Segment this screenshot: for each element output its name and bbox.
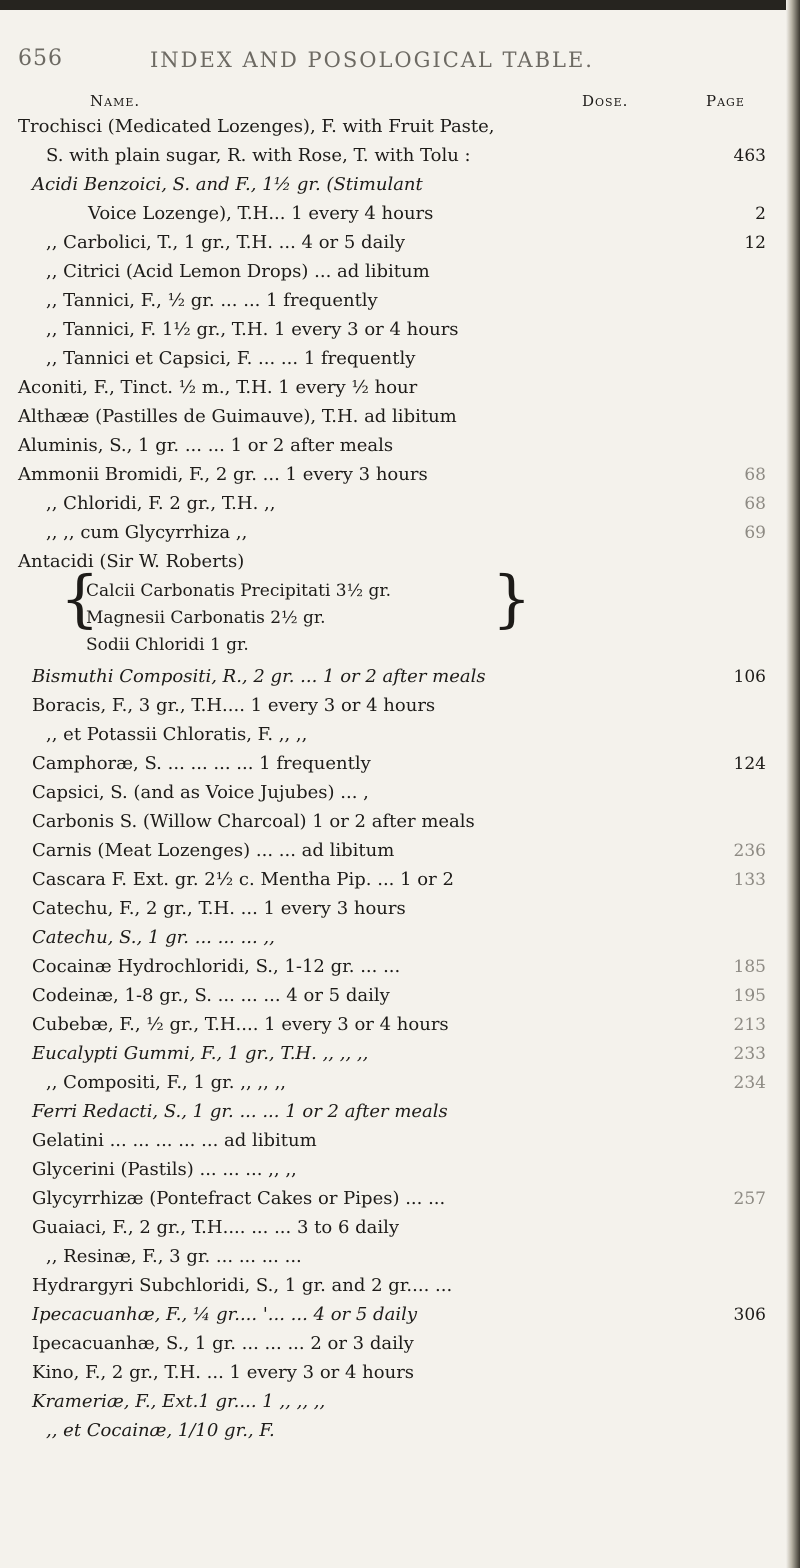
entry-line: Capsici, S. (and as Voice Jujubes) ... , [32, 782, 369, 803]
entry-line: ,, Resinæ, F., 3 gr. ... ... ... ... [46, 1246, 302, 1267]
page-ref: 106 [733, 667, 766, 687]
entry-line: Glycyrrhizæ (Pontefract Cakes or Pipes) ... ... [32, 1188, 446, 1209]
page-number: 656 [18, 46, 63, 71]
entry-line: Aluminis, S., 1 gr. ... ... 1 or 2 after meals [18, 435, 394, 456]
entry-line: Bismuthi Compositi, R., 2 gr. ... 1 or 2 after meals [32, 666, 486, 687]
entry-line: Guaiaci, F., 2 gr., T.H.... ... ... 3 to 6 daily [32, 1217, 400, 1238]
entry-line: Voice Lozenge), T.H... 1 every 4 hours [88, 203, 434, 224]
entry-line: ,, ,, cum Glycyrrhiza ,, [46, 522, 248, 543]
entry-line: Codeinæ, 1-8 gr., S. ... ... ... 4 or 5 daily [32, 985, 390, 1006]
entry-line: Althææ (Pastilles de Guimauve), T.H. ad libitum [18, 406, 457, 427]
right-brace: } [492, 562, 532, 635]
entry-line: Antacidi (Sir W. Roberts) [18, 551, 245, 572]
page-ref: 195 [733, 986, 766, 1006]
column-header-page: Page [706, 92, 745, 110]
entry-line: S. with plain sugar, R. with Rose, T. with Tolu : [46, 145, 471, 166]
entry-line: Catechu, S., 1 gr. ... ... ... ,, [32, 927, 275, 948]
page-ref: 69 [744, 523, 766, 543]
page-ref: 2 [755, 204, 766, 224]
entry-line: ,, et Cocainæ, 1/10 gr., F. [46, 1420, 275, 1441]
page-ref: 68 [744, 465, 766, 485]
page-ref: 185 [733, 957, 766, 977]
entry-line: Carbonis S. (Willow Charcoal) 1 or 2 after meals [32, 811, 475, 832]
entry-line: Hydrargyri Subchloridi, S., 1 gr. and 2 gr.... ... [32, 1275, 453, 1296]
page-ref: 463 [733, 146, 766, 166]
entry-line: ,, Tannici et Capsici, F. ... ... 1 frequently [46, 348, 416, 369]
entry-line: Ammonii Bromidi, F., 2 gr. ... 1 every 3 hours [18, 464, 428, 485]
entry-line: Boracis, F., 3 gr., T.H.... 1 every 3 or 4 hours [32, 695, 436, 716]
page-ref: 68 [744, 494, 766, 514]
entry-line: Sodii Chloridi 1 gr. [86, 635, 249, 655]
entry-line: Carnis (Meat Lozenges) ... ... ad libitum [32, 840, 395, 861]
running-title: INDEX AND POSOLOGICAL TABLE. [150, 48, 594, 72]
page-ref: 234 [733, 1073, 766, 1093]
entry-line: Cascara F. Ext. gr. 2½ c. Mentha Pip. ... 1 or 2 [32, 869, 454, 890]
entry-line: Eucalypti Gummi, F., 1 gr., T.H. ,, ,, ,, [32, 1043, 369, 1064]
entry-line: ,, Carbolici, T., 1 gr., T.H. ... 4 or 5 daily [46, 232, 405, 253]
page-ref: 213 [733, 1015, 766, 1035]
entry-line: Acidi Benzoici, S. and F., 1½ gr. (Stimulant [32, 174, 423, 195]
entry-line: Aconiti, F., Tinct. ½ m., T.H. 1 every ½ hour [18, 377, 418, 398]
entry-line: Camphoræ, S. ... ... ... ... 1 frequently [32, 753, 371, 774]
entry-line: Cubebæ, F., ½ gr., T.H.... 1 every 3 or 4 hours [32, 1014, 449, 1035]
entry-line: ,, Tannici, F. 1½ gr., T.H. 1 every 3 or 4 hours [46, 319, 459, 340]
entry-line: Cocainæ Hydrochloridi, S., 1-12 gr. ... ... [32, 956, 401, 977]
entry-line: ,, Citrici (Acid Lemon Drops) ... ad libitum [46, 261, 430, 282]
entry-line: ,, Chloridi, F. 2 gr., T.H. ,, [46, 493, 276, 514]
entry-line: Magnesii Carbonatis 2½ gr. [86, 608, 326, 628]
entry-line: ,, et Potassii Chloratis, F. ,, ,, [46, 724, 308, 745]
entry-line: Gelatini ... ... ... ... ... ad libitum [32, 1130, 317, 1151]
entry-line: Calcii Carbonatis Precipitati 3½ gr. [86, 581, 392, 601]
entry-line: Ferri Redacti, S., 1 gr. ... ... 1 or 2 after meals [32, 1101, 448, 1122]
entry-line: ,, Compositi, F., 1 gr. ,, ,, ,, [46, 1072, 287, 1093]
entry-line: ,, Tannici, F., ½ gr. ... ... 1 frequently [46, 290, 378, 311]
page-ref: 133 [733, 870, 766, 890]
entry-line: Trochisci (Medicated Lozenges), F. with Fruit Paste, [18, 116, 495, 137]
column-header-name: Name. [90, 92, 141, 110]
entry-line: Krameriæ, F., Ext.1 gr.... 1 ,, ,, ,, [32, 1391, 326, 1412]
entry-line: Ipecacuanhæ, F., ¼ gr.... '... ... 4 or 5 daily [32, 1304, 417, 1325]
entry-line: Ipecacuanhæ, S., 1 gr. ... ... ... 2 or 3 daily [32, 1333, 414, 1354]
entry-line: Kino, F., 2 gr., T.H. ... 1 every 3 or 4 hours [32, 1362, 415, 1383]
page-ref: 12 [744, 233, 766, 253]
page-ref: 233 [733, 1044, 766, 1064]
entry-line: Catechu, F., 2 gr., T.H. ... 1 every 3 hours [32, 898, 406, 919]
column-header-dose: Dose. [582, 92, 629, 110]
page-ref: 306 [733, 1305, 766, 1325]
page-ref: 236 [733, 841, 766, 861]
left-brace: { [60, 562, 100, 635]
page-ref: 257 [733, 1189, 766, 1209]
entry-line: Glycerini (Pastils) ... ... ... ,, ,, [32, 1159, 297, 1180]
page-ref: 124 [733, 754, 766, 774]
